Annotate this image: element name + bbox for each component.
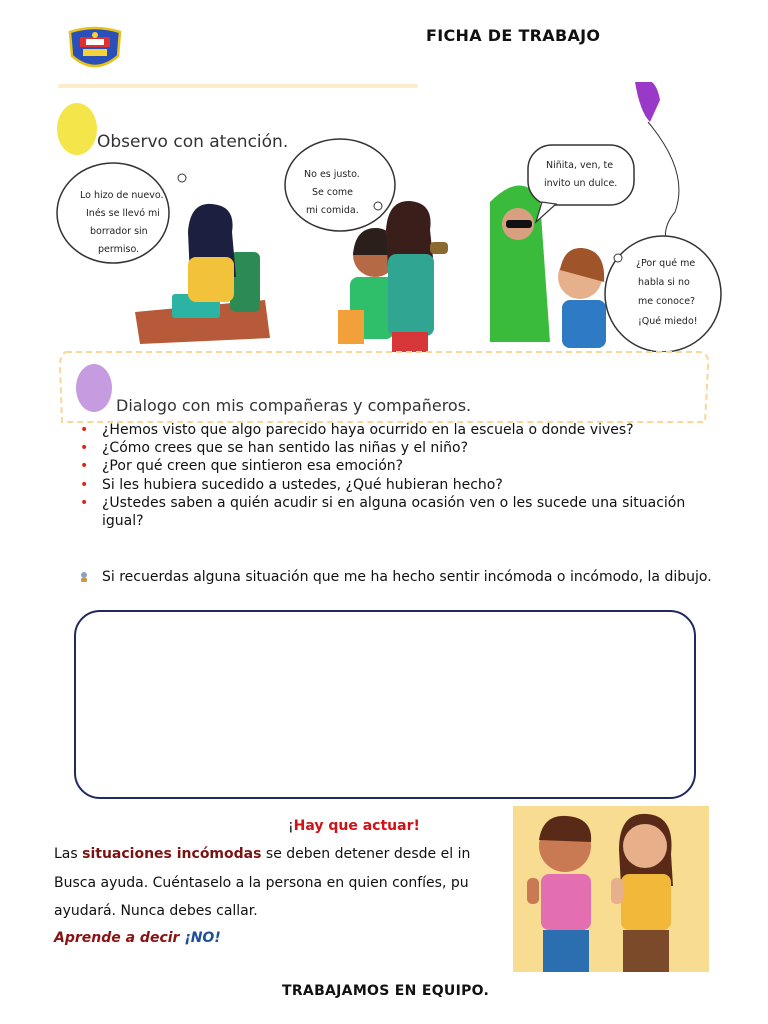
act-paragraph-line-1: Las situaciones incómodas se deben detener desde el in bbox=[54, 846, 471, 862]
drawing-instruction: Si recuerdas alguna situación que me ha hecho sentir incómoda o incómodo, la dibujo. bbox=[102, 569, 712, 585]
speech-bubble-3 bbox=[528, 145, 634, 222]
list-item: • ¿Por qué creen que sintieron esa emoción? bbox=[78, 457, 718, 475]
speech-bubble-4 bbox=[605, 236, 721, 352]
act-title: ¡Hay que actuar! bbox=[288, 818, 420, 834]
say-no-line: Aprende a decir ¡NO! bbox=[54, 930, 221, 946]
purple-kids-icon bbox=[76, 364, 112, 412]
list-item: • ¿Ustedes saben a quién acudir si en alguna ocasión ven o les sucede una situación igual? bbox=[78, 494, 718, 530]
observe-title: Observo con atención. bbox=[97, 132, 289, 152]
page-title: FICHA DE TRABAJO bbox=[426, 26, 601, 45]
comic-illustration bbox=[50, 82, 740, 428]
list-item: • Si les hubiera sucedido a ustedes, ¿Qué hubieran hecho? bbox=[78, 476, 718, 494]
act-paragraph-line-3: ayudará. Nunca debes callar. bbox=[54, 903, 258, 919]
yellow-face-icon bbox=[57, 103, 97, 155]
speech-bubble-2 bbox=[285, 139, 395, 231]
list-item: • ¿Cómo crees que se han sentido las niñas y el niño? bbox=[78, 439, 718, 457]
svg-text:No es justo. Se come: No es justo. Se come mi comida. bbox=[304, 169, 360, 216]
dialogue-title: Dialogo con mis compañeras y compañeros. bbox=[116, 396, 472, 415]
act-paragraph-line-2: Busca ayuda. Cuéntaselo a la persona en quien confíes, pu bbox=[54, 875, 469, 891]
question-list bbox=[78, 421, 718, 530]
speech-bubble-1 bbox=[57, 163, 186, 263]
list-item: • ¿Hemos visto que algo parecido haya ocurrido en la escuela o donde vives? bbox=[78, 421, 718, 439]
school-crest-logo bbox=[66, 26, 124, 72]
svg-text:¿Por qué me habla si no: ¿Por qué me habla si no me conoce? ¡Qué miedo! bbox=[636, 258, 698, 327]
kids-stop-illustration bbox=[513, 806, 709, 972]
drawing-area[interactable] bbox=[74, 610, 696, 799]
footer-text: TRABAJAMOS EN EQUIPO. bbox=[282, 983, 490, 999]
svg-text:Niñita, ven, te invito u: Niñita, ven, te invito un dulce. bbox=[544, 160, 618, 189]
svg-text:Lo hizo de nuevo. Inés s: Lo hizo de nuevo. Inés se llevó mi borrador sin permiso. bbox=[80, 190, 164, 255]
